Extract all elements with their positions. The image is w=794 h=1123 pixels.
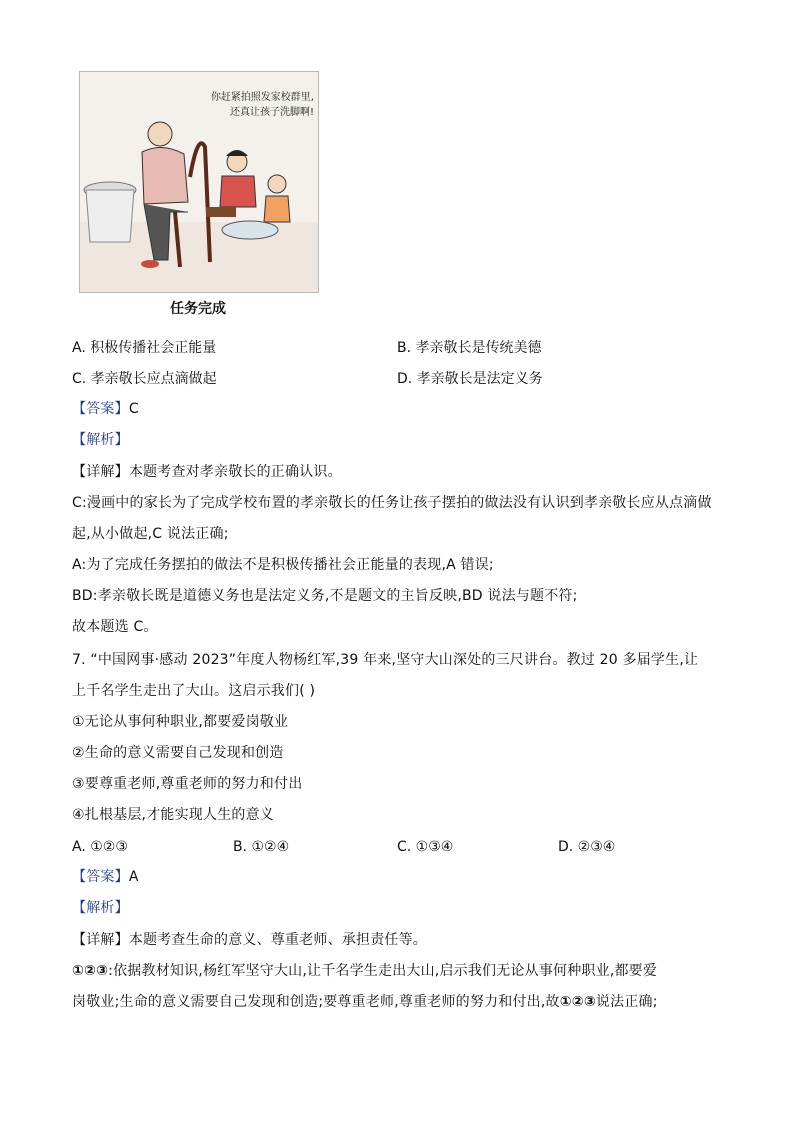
q7-explanation-line-2: [72, 992, 658, 1012]
cartoon-illustration: [79, 71, 319, 293]
child-figure: [268, 175, 286, 193]
explanation-numbers: ①②③: [72, 963, 109, 979]
q7-detail: [72, 930, 427, 950]
detail-text: 本题考查生命的意义、尊重老师、承担责任等。: [128, 932, 428, 948]
q6-conclusion: 故本题选 C。: [72, 619, 158, 635]
q7-item-2: ②生命的意义需要自己发现和创造: [72, 745, 284, 761]
q6-option-c: C. 孝亲敬长应点滴做起: [72, 371, 217, 387]
explanation-numbers: ①②③: [559, 994, 596, 1010]
q6-c-line-1: C:漫画中的家长为了完成学校布置的孝亲敬长的任务让孩子摆拍的做法没有认识到孝亲敬长应从点滴做: [72, 495, 712, 511]
q6-answer: [72, 399, 139, 419]
q7-item-3: ③要尊重老师,尊重老师的努力和付出: [72, 776, 303, 792]
answer-tag: 【答案】: [72, 401, 129, 417]
q6-c-line-2: 起,从小做起,C 说法正确;: [72, 526, 229, 542]
answer-tag: 【答案】: [72, 869, 129, 885]
speech-line-2: 还真让孩子洗脚啊!: [229, 107, 314, 118]
q7-item-1: ①无论从事何种职业,都要爱岗敬业: [72, 714, 289, 730]
explanation-text: :依据教材知识,杨红军坚守大山,让千名学生走出大山,启示我们无论从事何种职业,都要爱: [108, 963, 658, 979]
answer-value: C: [128, 401, 139, 417]
wash-basin: [222, 221, 278, 239]
explanation-text-end: 说法正确;: [595, 994, 658, 1010]
cartoon-caption: 任务完成: [170, 301, 226, 317]
q7-stem-line-2: 上千名学生走出了大山。这启示我们( ): [72, 683, 316, 699]
father-figure: [148, 122, 172, 146]
detail-text: 本题考查对孝亲敬长的正确认识。: [128, 464, 342, 480]
q7-option-d: D. ②③④: [558, 839, 616, 855]
q7-item-4: ④扎根基层,才能实现人生的意义: [72, 807, 275, 823]
q7-stem-line-1: 7. “中国网事·感动 2023”年度人物杨红军,39 年来,坚守大山深处的三尺讲台。教过 20 多届学生,让: [72, 652, 699, 668]
speech-line-1: 你赶紧拍照发家校群里,: [210, 92, 314, 103]
q6-analysis-tag: 【解析】: [72, 432, 129, 448]
q6-option-a: A. 积极传播社会正能量: [72, 340, 217, 356]
q6-option-d: D. 孝亲敬长是法定义务: [397, 371, 543, 387]
detail-tag: 【详解】: [72, 464, 129, 480]
detail-tag: 【详解】: [72, 932, 129, 948]
q7-option-b: B. ①②④: [233, 839, 290, 855]
q6-detail: [72, 462, 342, 482]
q7-option-a: A. ①②③: [72, 839, 128, 855]
q7-analysis-tag: 【解析】: [72, 900, 129, 916]
answer-value: A: [128, 869, 139, 885]
q6-option-b: B. 孝亲敬长是传统美德: [397, 340, 542, 356]
q6-bd-line: BD:孝亲敬长既是道德义务也是法定义务,不是题文的主旨反映,BD 说法与题不符;: [72, 588, 578, 604]
q7-explanation-line-1: [72, 961, 657, 981]
speech-bubble: [180, 90, 314, 120]
q6-a-line: A:为了完成任务摆拍的做法不是积极传播社会正能量的表现,A 错误;: [72, 557, 494, 573]
q7-answer: [72, 867, 139, 887]
explanation-text: 岗敬业;生命的意义需要自己发现和创造;要尊重老师,尊重老师的努力和付出,故: [72, 994, 560, 1010]
q7-option-c: C. ①③④: [397, 839, 454, 855]
